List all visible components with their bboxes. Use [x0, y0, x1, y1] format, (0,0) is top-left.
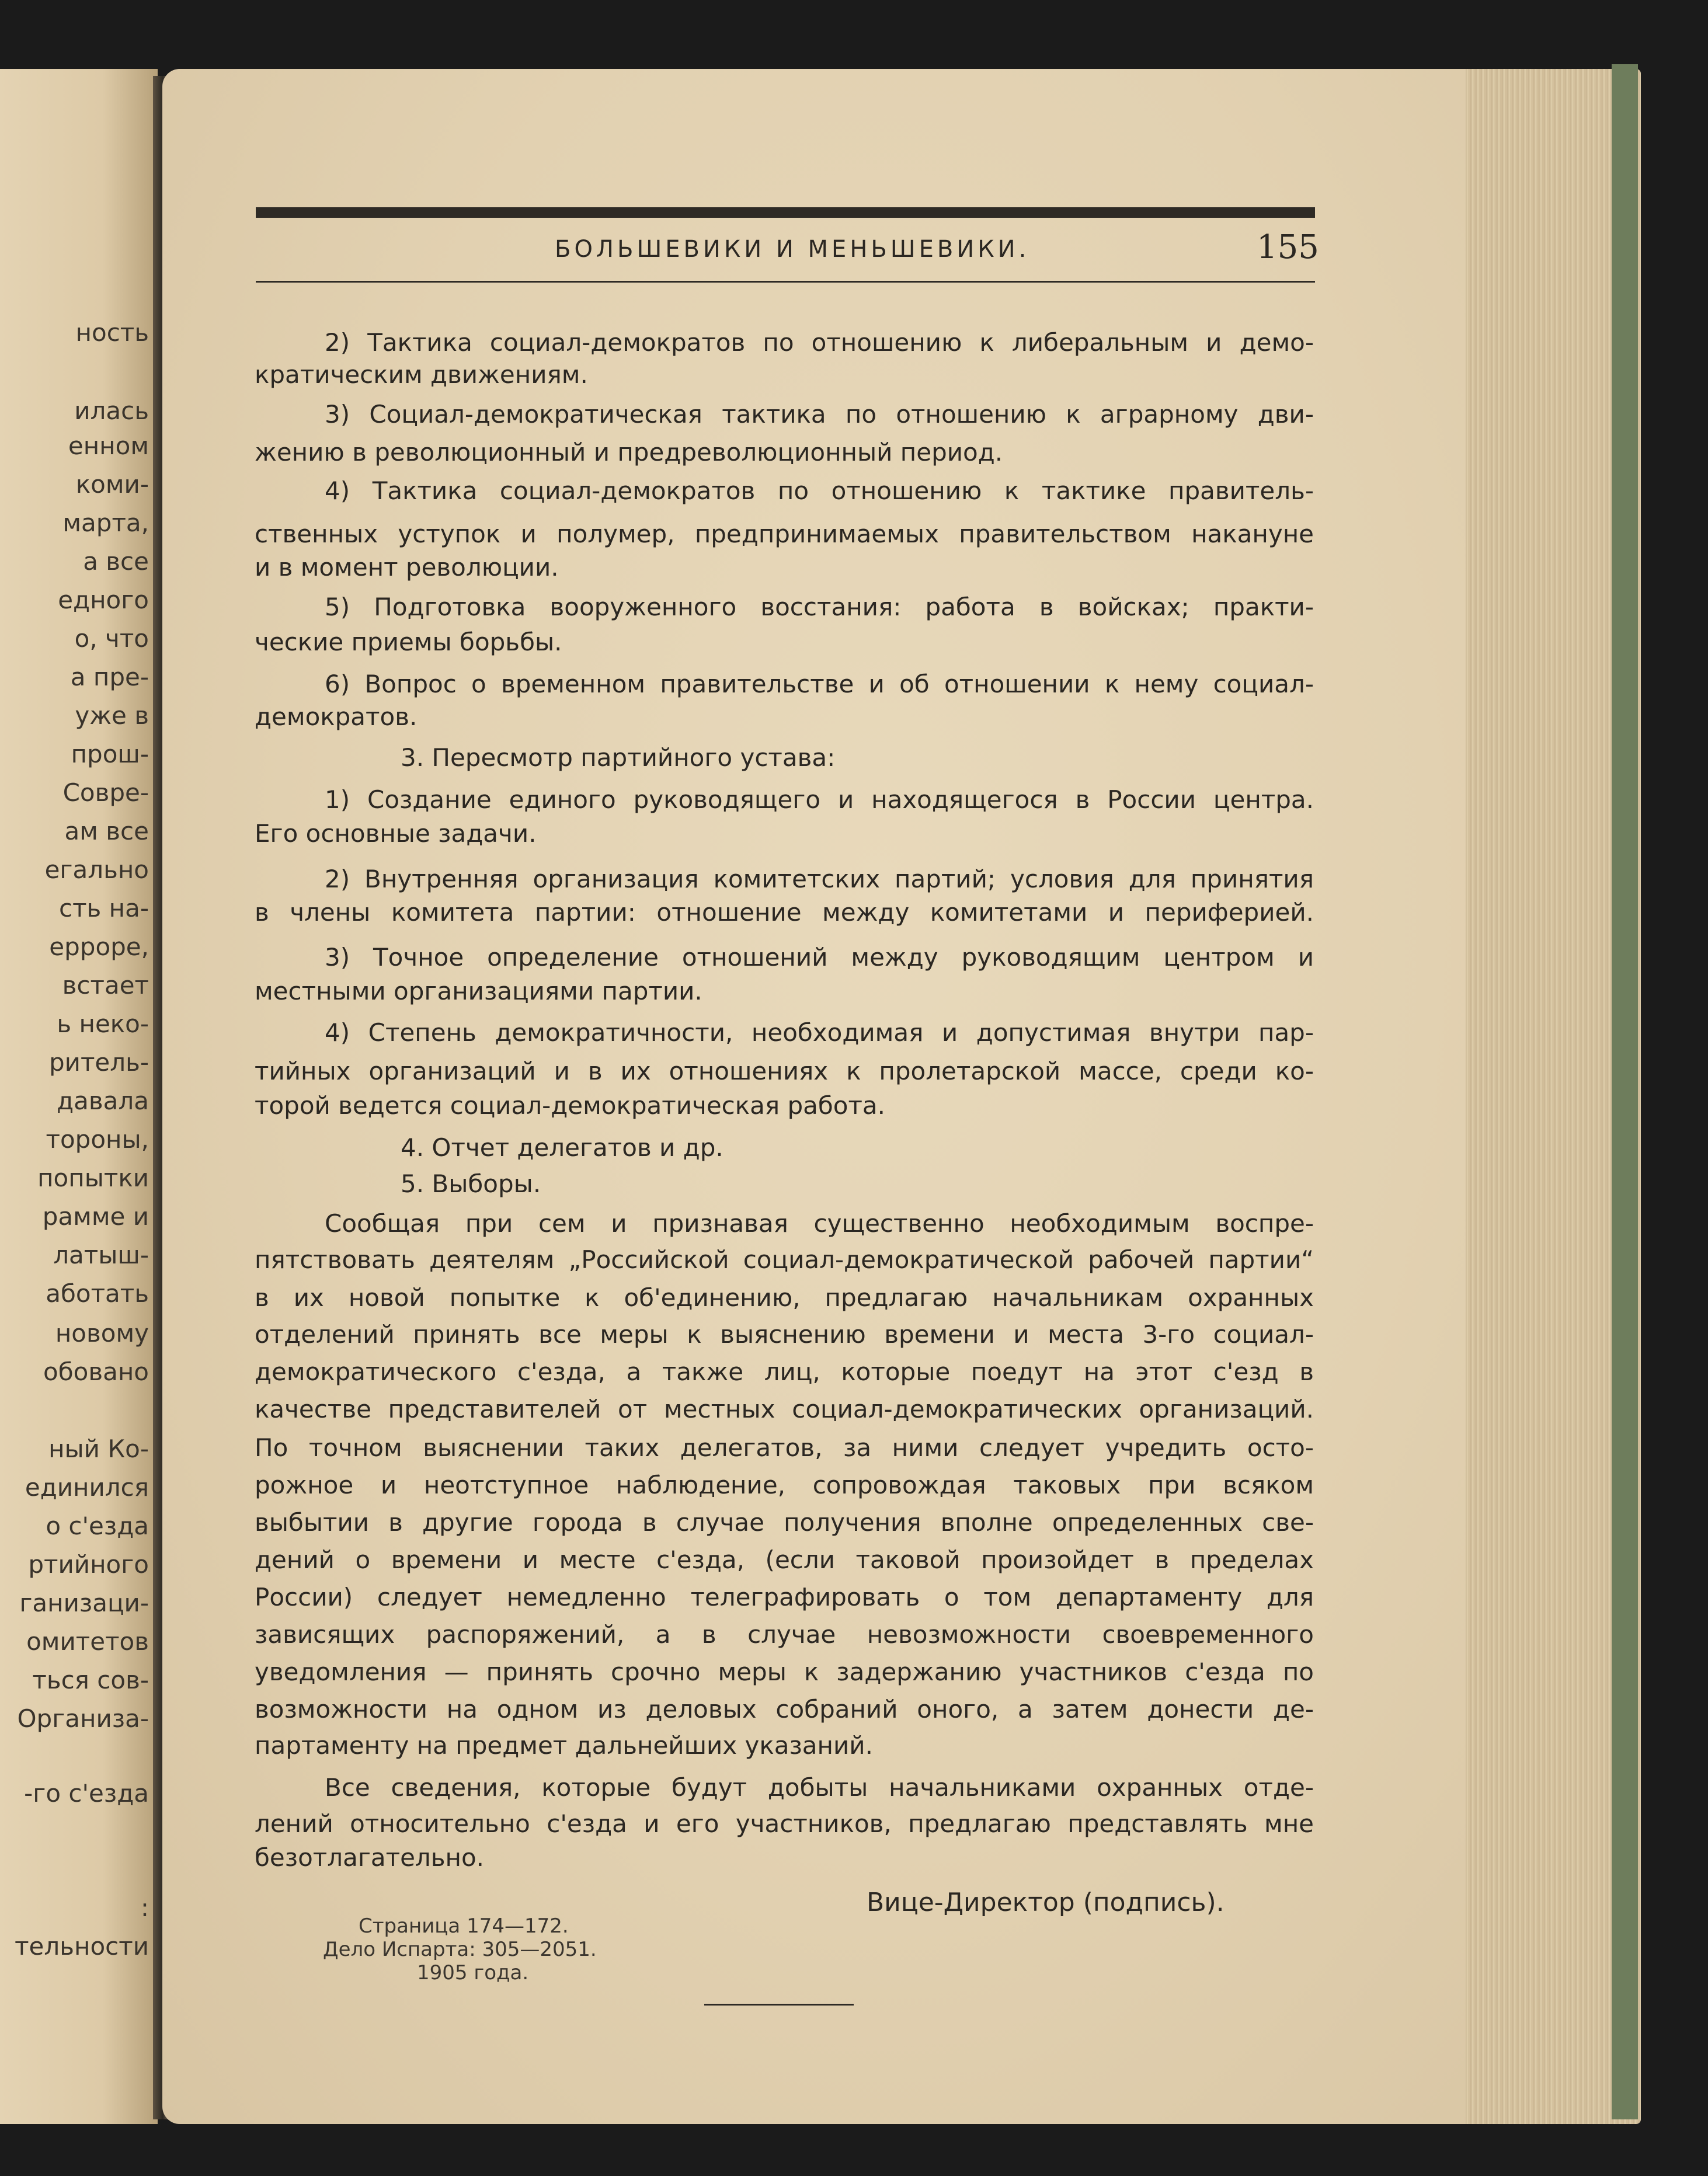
left-page-fragment: ный Ко-: [48, 1435, 149, 1463]
left-page-fragment: ганизаци-: [19, 1589, 149, 1617]
body-line: 2) Внутренняя организация комитетских партий; условия для принятия: [325, 865, 1314, 893]
left-page-fragment: обовано: [43, 1357, 149, 1386]
left-page-fragment: ться сов-: [32, 1666, 149, 1694]
body-line: безотлагательно.: [255, 1843, 485, 1872]
body-line: демократического с'езда, а также лиц, которые поедут на этот с'езд в: [255, 1357, 1314, 1386]
body-line: отделений принять все меры к выяснению времени и места 3-го социал-: [255, 1320, 1314, 1349]
left-page-fragment: а пре-: [70, 663, 149, 691]
body-line: 5. Выборы.: [401, 1169, 541, 1198]
left-page-fragment: коми-: [75, 470, 149, 499]
signature-line: Вице-Директор (подпись).: [867, 1888, 1225, 1917]
left-page-fragment: ерроре,: [49, 932, 149, 961]
body-line: 4. Отчет делегатов и др.: [401, 1133, 723, 1162]
left-page-fragment: встает: [62, 971, 149, 1000]
body-line: Сообщая при сем и признавая существенно необходимым воспре-: [325, 1209, 1314, 1238]
body-line: России) следует немедленно телеграфировать о том департаменту для: [255, 1583, 1314, 1611]
left-page-fragment: ь неко-: [57, 1009, 149, 1038]
source-line: Дело Испарта: 305—2051.: [323, 1938, 597, 1961]
left-page-fragment: латыш-: [53, 1241, 149, 1269]
body-line: партаменту на предмет дальнейших указаний.: [255, 1731, 873, 1760]
left-page-fragment: о, что: [74, 624, 149, 653]
left-page-fragment: марта,: [62, 509, 149, 537]
left-page-fragment: тороны,: [46, 1125, 149, 1154]
body-line: лений относительно с'езда и его участников, предлагаю представлять мне: [255, 1809, 1314, 1838]
body-line: в члены комитета партии: отношение между комитетами и периферией.: [255, 898, 1314, 927]
body-line: возможности на одном из деловых собраний оного, а затем донести де-: [255, 1695, 1314, 1724]
body-line: ственных уступок и полумер, предпринимаемых правительством накануне: [255, 520, 1314, 548]
body-line: в их новой попытке к об'единению, предлагаю начальникам охранных: [255, 1283, 1314, 1312]
left-page-fragment: илась: [74, 396, 149, 425]
body-line: выбытии в другие города в случае получения вполне определенных све-: [255, 1508, 1314, 1537]
body-line: 3. Пересмотр партийного устава:: [401, 743, 836, 772]
body-line: 6) Вопрос о временном правительстве и об отношении к нему социал-: [325, 670, 1314, 698]
body-line: 1) Создание единого руководящего и находящегося в России центра.: [325, 785, 1314, 814]
left-page-fragment: :: [140, 1893, 149, 1922]
left-page-fragment: аботать: [46, 1279, 149, 1308]
body-line: пятствовать деятелям „Российской социал-демократической рабочей партии“: [255, 1245, 1314, 1274]
left-page-fragment: рамме и: [42, 1202, 149, 1231]
left-page-fragment: попытки: [37, 1164, 149, 1192]
left-page-fragment: -го с'езда: [24, 1779, 149, 1808]
left-page-fragment: единился: [25, 1473, 149, 1502]
body-line: Все сведения, которые будут добыты начальниками охранных отде-: [325, 1773, 1314, 1802]
header-thick-rule: [256, 207, 1315, 218]
body-line: 2) Тактика социал-демократов по отношению к либеральным и демо-: [325, 328, 1314, 357]
body-line: уведомления — принять срочно меры к задержанию участников с'езда по: [255, 1658, 1314, 1686]
body-line: демократов.: [255, 702, 418, 731]
source-line: 1905 года.: [417, 1961, 529, 1984]
left-page-fragment: омитетов: [26, 1627, 149, 1656]
header-thin-rule: [256, 281, 1315, 283]
body-line: качестве представителей от местных социал-демократических организаций.: [255, 1395, 1314, 1423]
body-line: 3) Точное определение отношений между руководящим центром и: [325, 943, 1314, 972]
left-page-fragment: Совре-: [62, 778, 149, 807]
left-page-fragment: прош-: [71, 740, 149, 768]
left-page-fragment: а все: [83, 547, 149, 576]
body-line: кратическим движениям.: [255, 360, 588, 389]
running-header-title: БОЛЬШЕВИКИ И МЕНЬШЕВИКИ.: [555, 236, 1030, 263]
body-line: По точном выяснении таких делегатов, за ними следует учредить осто-: [255, 1433, 1314, 1462]
body-line: тийных организаций и в их отношениях к пролетарской массе, среди ко-: [255, 1057, 1314, 1085]
left-page-fragment: новому: [55, 1319, 149, 1348]
left-page-fragment: давала: [57, 1087, 149, 1115]
left-page-fragment: о с'езда: [46, 1512, 149, 1540]
left-page-fragment: егально: [44, 855, 149, 884]
body-line: зависящих распоряжений, а в случае невозможности своевременного: [255, 1620, 1314, 1649]
left-page-fragment: ритель-: [48, 1048, 149, 1077]
body-line: дений о времени и месте с'езда, (если таковой произойдет в пределах: [255, 1545, 1314, 1574]
left-page-fragment: тельности: [15, 1932, 149, 1961]
body-line: ческие приемы борьбы.: [255, 628, 562, 656]
body-line: рожное и неотступное наблюдение, сопровождая таковых при всяком: [255, 1471, 1314, 1499]
closing-rule: [704, 2004, 854, 2006]
body-line: 3) Социал-демократическая тактика по отношению к аграрному дви-: [325, 400, 1314, 429]
left-page-fragment: енном: [68, 431, 149, 460]
left-page-fragment: Организа-: [17, 1704, 149, 1733]
left-page-fragment: ность: [75, 318, 149, 347]
left-page-fragment: ртийного: [28, 1550, 149, 1579]
body-line: и в момент революции.: [255, 553, 559, 582]
body-line: 4) Тактика социал-демократов по отношению к тактике правитель-: [325, 476, 1314, 505]
body-line: 5) Подготовка вооруженного восстания: работа в войсках; практи-: [325, 593, 1314, 621]
left-page-fragment: ам все: [64, 817, 149, 845]
body-line: местными организациями партии.: [255, 977, 702, 1005]
page-number: 155: [1257, 228, 1319, 266]
body-line: Его основные задачи.: [255, 819, 537, 848]
left-page-fragment: едного: [58, 586, 149, 614]
body-line: 4) Степень демократичности, необходимая и допустимая внутри пар-: [325, 1018, 1314, 1047]
source-line: Страница 174—172.: [359, 1914, 569, 1938]
left-page-fragment: уже в: [75, 701, 149, 730]
left-page-fragment: сть на-: [58, 894, 149, 922]
body-line: торой ведется социал-демократическая работа.: [255, 1091, 886, 1120]
book-cover: [1612, 64, 1638, 2119]
body-line: жению в революционный и предреволюционный период.: [255, 438, 1003, 466]
